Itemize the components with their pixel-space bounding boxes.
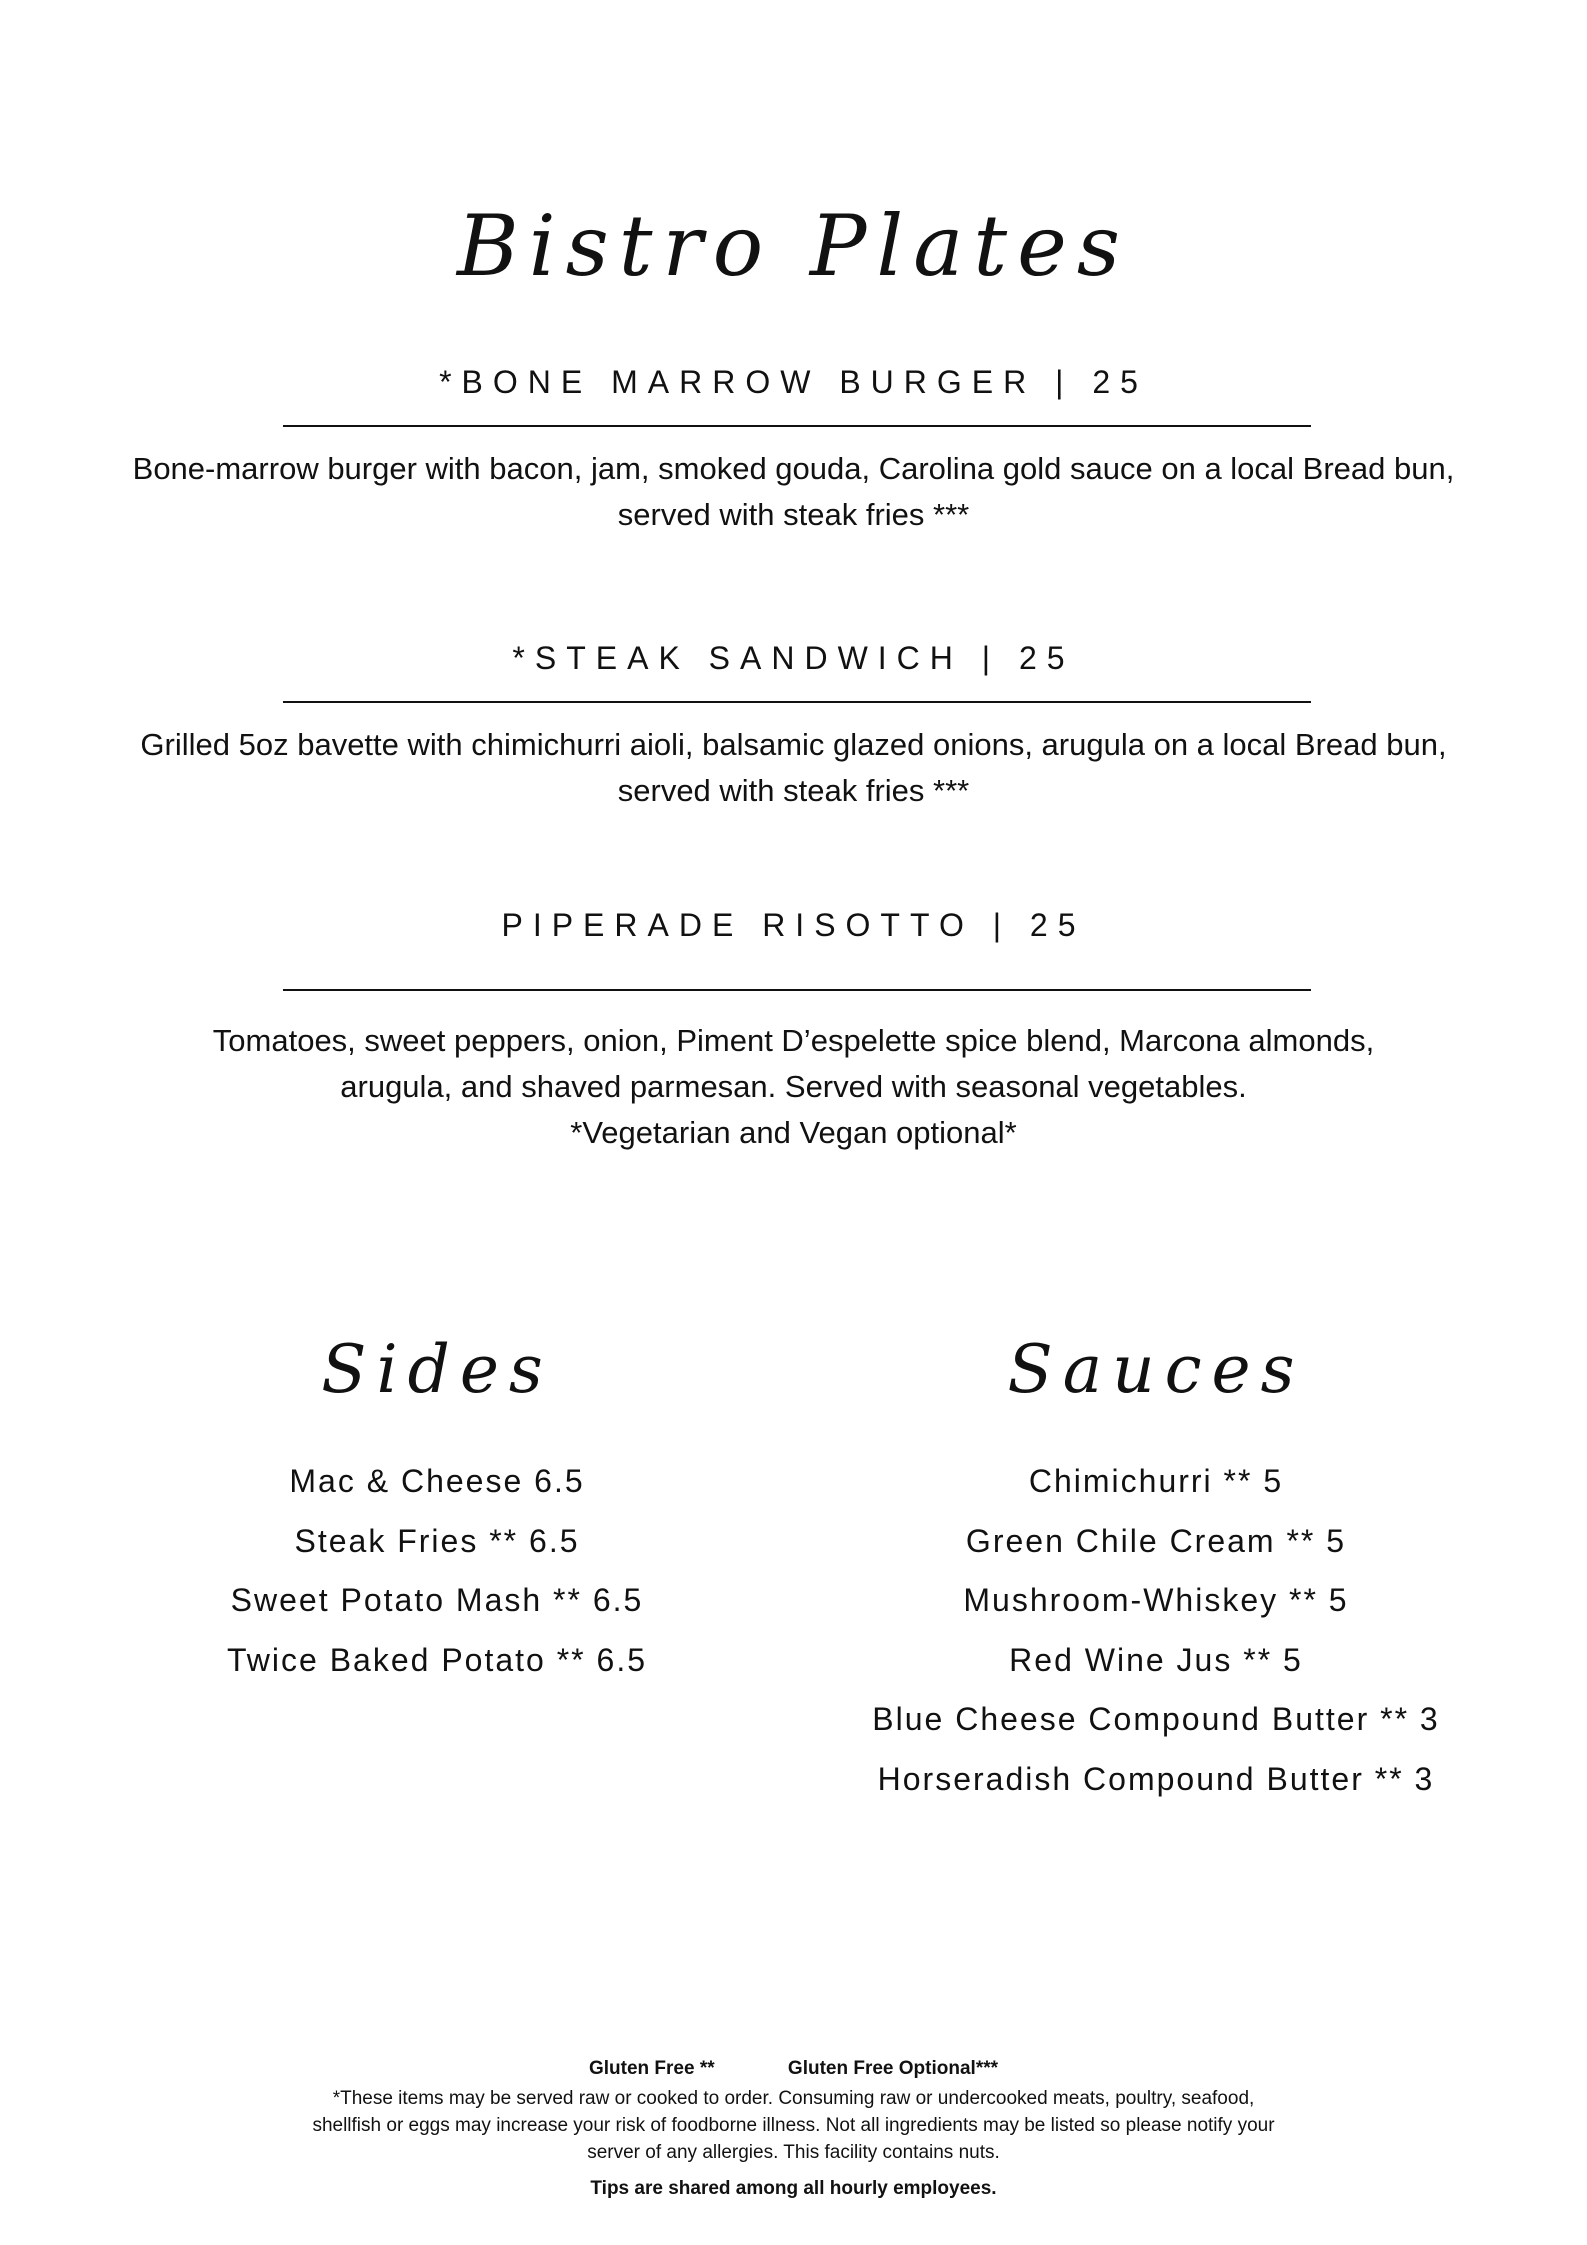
dietary-legend: [0, 2058, 1587, 2080]
legend-gluten-free: Gluten Free **: [588, 2058, 715, 2079]
legend-gluten-free-optional: Gluten Free Optional***: [787, 2058, 999, 2079]
page-title: Bistro Plates: [457, 197, 1130, 296]
divider: [283, 701, 1311, 703]
divider: [283, 989, 1311, 991]
menu-item-steak-sandwich: [0, 638, 1587, 678]
description-line: arugula, and shaved parmesan. Served with seasonal vegetables.: [340, 1069, 1247, 1104]
description-line: *Vegetarian and Vegan optional*: [570, 1115, 1017, 1150]
list-item: Sweet Potato Mash ** 6.5: [230, 1582, 644, 1618]
sides-list: [87, 1452, 787, 1690]
menu-item-heading: *BONE MARROW BURGER | 25: [439, 364, 1148, 400]
list-item: Mac & Cheese 6.5: [289, 1463, 585, 1499]
menu-item-description: Grilled 5oz bavette with chimichurri aioli, balsamic glazed onions, arugula on a local Bread bun, served with steak fries ***: [140, 727, 1447, 808]
list-item: Mushroom-Whiskey ** 5: [963, 1582, 1349, 1618]
divider: [283, 425, 1311, 427]
list-item: Chimichurri ** 5: [1028, 1463, 1284, 1499]
menu-item-heading: *STEAK SANDWICH | 25: [512, 640, 1075, 676]
list-item: Twice Baked Potato ** 6.5: [227, 1641, 647, 1678]
list-item: Green Chile Cream ** 5: [965, 1522, 1347, 1559]
list-item: Blue Cheese Compound Butter ** 3: [872, 1701, 1440, 1737]
description-line: Tomatoes, sweet peppers, onion, Piment D’espelette spice blend, Marcona almonds,: [212, 1023, 1375, 1058]
list-item: Red Wine Jus ** 5: [1009, 1641, 1303, 1678]
tips-notice: Tips are shared among all hourly employees.: [590, 2178, 997, 2199]
allergy-notice: [260, 2085, 1327, 2166]
list-item: Horseradish Compound Butter ** 3: [877, 1760, 1435, 1797]
sauces-title: Sauces: [1007, 1331, 1305, 1408]
menu-item-description: Bone-marrow burger with bacon, jam, smoked gouda, Carolina gold sauce on a local Bread bun, served with steak fries ***: [132, 451, 1455, 532]
menu-item-piperade-risotto: [0, 905, 1587, 945]
list-item: Steak Fries ** 6.5: [294, 1522, 580, 1559]
notice-line: server of any allergies. This facility contains nuts.: [587, 2142, 1000, 2163]
notice-line: *These items may be served raw or cooked to order. Consuming raw or undercooked meats, poultry, seafood,: [332, 2088, 1255, 2109]
menu-item-heading: PIPERADE RISOTTO | 25: [501, 907, 1086, 943]
sides-title: Sides: [321, 1331, 553, 1408]
menu-item-description: [120, 1018, 1467, 1156]
sauces-list: [806, 1452, 1506, 1809]
menu-item-bone-marrow-burger: [0, 362, 1587, 402]
notice-line: shellfish or eggs may increase your risk of foodborne illness. Not all ingredients may be listed so please notify your: [312, 2115, 1275, 2136]
